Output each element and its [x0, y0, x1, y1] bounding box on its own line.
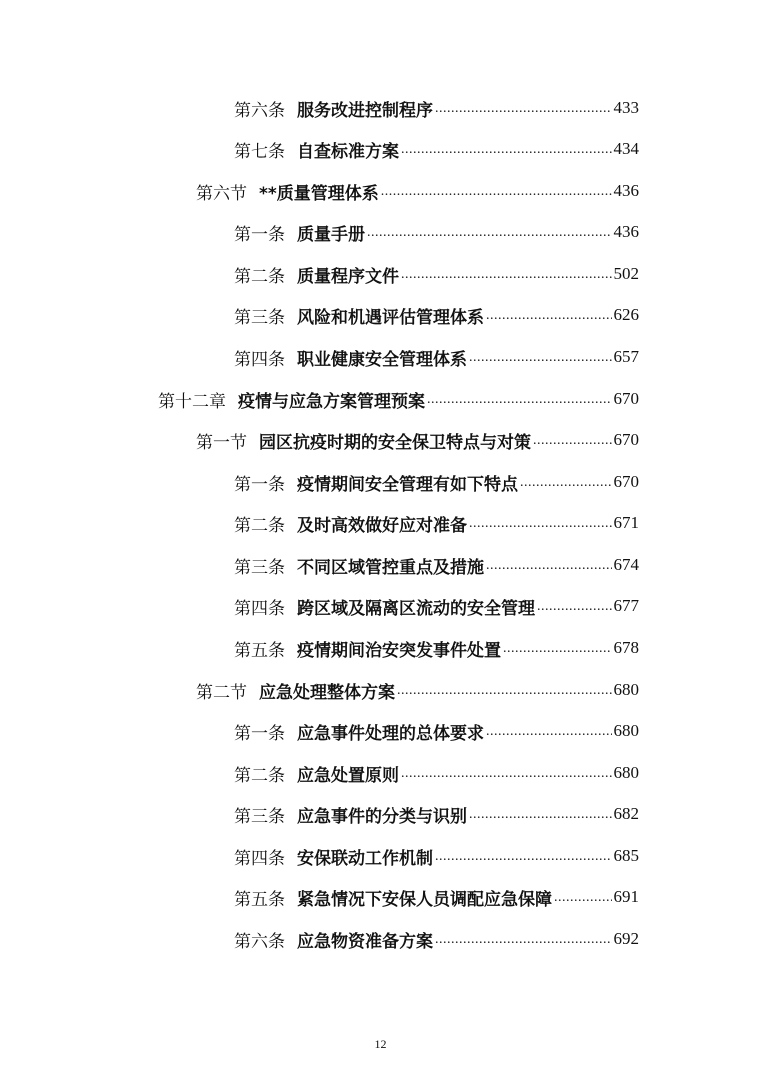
- toc-entry[interactable]: [234, 550, 639, 580]
- toc-leader-dots: [435, 846, 612, 866]
- toc-entry-page: 670: [613, 472, 639, 491]
- toc-leader-dots: [401, 763, 612, 783]
- toc-entry-title: 风险和机遇评估管理体系: [297, 307, 484, 328]
- toc-entry-prefix: 第一节: [196, 432, 247, 453]
- toc-entry-page: 680: [613, 680, 639, 699]
- toc-entry-title: **质量管理体系: [259, 183, 379, 204]
- toc-entry-title: 应急处置原则: [297, 765, 399, 786]
- toc-leader-dots: [401, 264, 612, 284]
- toc-entry[interactable]: [234, 841, 639, 871]
- toc-entry-prefix: 第五条: [234, 640, 285, 661]
- toc-entry-page: 671: [613, 513, 639, 532]
- toc-entry-page: 680: [613, 763, 639, 782]
- toc-leader-dots: [435, 929, 612, 949]
- toc-entry-prefix: 第六条: [234, 100, 285, 121]
- toc-entry-prefix: 第一条: [234, 224, 285, 245]
- toc-leader-dots: [554, 887, 612, 907]
- toc-entry-title: 应急事件的分类与识别: [297, 806, 467, 827]
- toc-leader-dots: [367, 222, 612, 242]
- toc-entry-page: 674: [613, 555, 639, 574]
- toc-leader-dots: [486, 305, 612, 325]
- toc-entry-prefix: 第一条: [234, 723, 285, 744]
- toc-entry-title: 职业健康安全管理体系: [297, 349, 467, 370]
- toc-entry-title: 紧急情况下安保人员调配应急保障: [297, 889, 552, 910]
- toc-entry-prefix: 第一条: [234, 474, 285, 495]
- toc-leader-dots: [503, 638, 612, 658]
- toc-entry[interactable]: [234, 300, 639, 330]
- toc-entry-title: 跨区域及隔离区流动的安全管理: [297, 598, 535, 619]
- page-number-footer: 12: [374, 1037, 387, 1051]
- toc-entry-page: 691: [613, 887, 639, 906]
- toc-leader-dots: [401, 139, 612, 159]
- toc-entry-prefix: 第三条: [234, 806, 285, 827]
- toc-entry-page: 626: [613, 305, 639, 324]
- toc-entry-prefix: 第四条: [234, 848, 285, 869]
- toc-leader-dots: [469, 347, 612, 367]
- toc-entry-prefix: 第四条: [234, 349, 285, 370]
- toc-entry-prefix: 第四条: [234, 598, 285, 619]
- toc-leader-dots: [427, 389, 612, 409]
- toc-entry-title: 及时高效做好应对准备: [297, 515, 467, 536]
- toc-entry-title: 园区抗疫时期的安全保卫特点与对策: [259, 432, 531, 453]
- toc-entry[interactable]: [234, 93, 639, 123]
- toc-entry[interactable]: [234, 633, 639, 663]
- toc-entry-title: 质量程序文件: [297, 266, 399, 287]
- toc-entry-prefix: 第五条: [234, 889, 285, 910]
- toc-entry[interactable]: [234, 924, 639, 954]
- toc-entry-page: 670: [613, 430, 639, 449]
- toc-leader-dots: [533, 430, 612, 450]
- toc-entry-page: 436: [613, 181, 639, 200]
- toc-entry-page: 670: [613, 389, 639, 408]
- toc-entry-title: 应急事件处理的总体要求: [297, 723, 484, 744]
- toc-entry-page: 433: [613, 98, 639, 117]
- toc-entry-title: 疫情与应急方案管理预案: [238, 391, 425, 412]
- toc-entry[interactable]: [234, 134, 639, 164]
- toc-entry[interactable]: [196, 425, 639, 455]
- toc-entry-page: 677: [613, 596, 639, 615]
- toc-entry-prefix: 第三条: [234, 557, 285, 578]
- toc-leader-dots: [486, 721, 612, 741]
- toc-entry[interactable]: [234, 259, 639, 289]
- toc-entry-prefix: 第三条: [234, 307, 285, 328]
- toc-entry-prefix: 第七条: [234, 141, 285, 162]
- toc-entry-prefix: 第六条: [234, 931, 285, 952]
- toc-entry-title: 质量手册: [297, 224, 365, 245]
- toc-entry[interactable]: [234, 882, 639, 912]
- toc-entry[interactable]: [234, 799, 639, 829]
- toc-entry[interactable]: [196, 675, 639, 705]
- toc-entry-title: 不同区域管控重点及措施: [297, 557, 484, 578]
- toc-leader-dots: [486, 555, 612, 575]
- toc-entry-title: 疫情期间安全管理有如下特点: [297, 474, 518, 495]
- toc-entry-title: 应急处理整体方案: [259, 682, 395, 703]
- toc-entry[interactable]: [234, 758, 639, 788]
- toc-entry-prefix: 第二条: [234, 266, 285, 287]
- toc-entry-title: 应急物资准备方案: [297, 931, 433, 952]
- toc-leader-dots: [435, 98, 612, 118]
- toc-entry-page: 680: [613, 721, 639, 740]
- toc-entry-title: 自查标准方案: [297, 141, 399, 162]
- toc-entry[interactable]: [234, 716, 639, 746]
- toc-entry-page: 434: [613, 139, 639, 158]
- toc-entry-page: 436: [613, 222, 639, 241]
- toc-entry[interactable]: [234, 591, 639, 621]
- toc-entry-page: 682: [613, 804, 639, 823]
- toc-entry-page: 657: [613, 347, 639, 366]
- toc-entry[interactable]: [234, 217, 639, 247]
- toc-entry[interactable]: [196, 176, 639, 206]
- toc-entry-prefix: 第二条: [234, 765, 285, 786]
- toc-leader-dots: [520, 472, 612, 492]
- toc-entry[interactable]: [158, 384, 639, 414]
- toc-entry-page: 685: [613, 846, 639, 865]
- toc-leader-dots: [397, 680, 612, 700]
- toc-entry-page: 502: [613, 264, 639, 283]
- toc-entry-title: 安保联动工作机制: [297, 848, 433, 869]
- toc-entry-prefix: 第二条: [234, 515, 285, 536]
- toc-entry-title: 服务改进控制程序: [297, 100, 433, 121]
- toc-entry-prefix: 第十二章: [158, 391, 226, 412]
- toc-leader-dots: [381, 181, 612, 201]
- toc-leader-dots: [469, 513, 612, 533]
- toc-entry[interactable]: [234, 467, 639, 497]
- toc-entry[interactable]: [234, 342, 639, 372]
- toc-entry-page: 692: [613, 929, 639, 948]
- toc-entry[interactable]: [234, 508, 639, 538]
- toc-entry-prefix: 第二节: [196, 682, 247, 703]
- toc-entry-page: 678: [613, 638, 639, 657]
- toc-entry-prefix: 第六节: [196, 183, 247, 204]
- toc-leader-dots: [537, 596, 612, 616]
- toc-leader-dots: [469, 804, 612, 824]
- toc-entry-title: 疫情期间治安突发事件处置: [297, 640, 501, 661]
